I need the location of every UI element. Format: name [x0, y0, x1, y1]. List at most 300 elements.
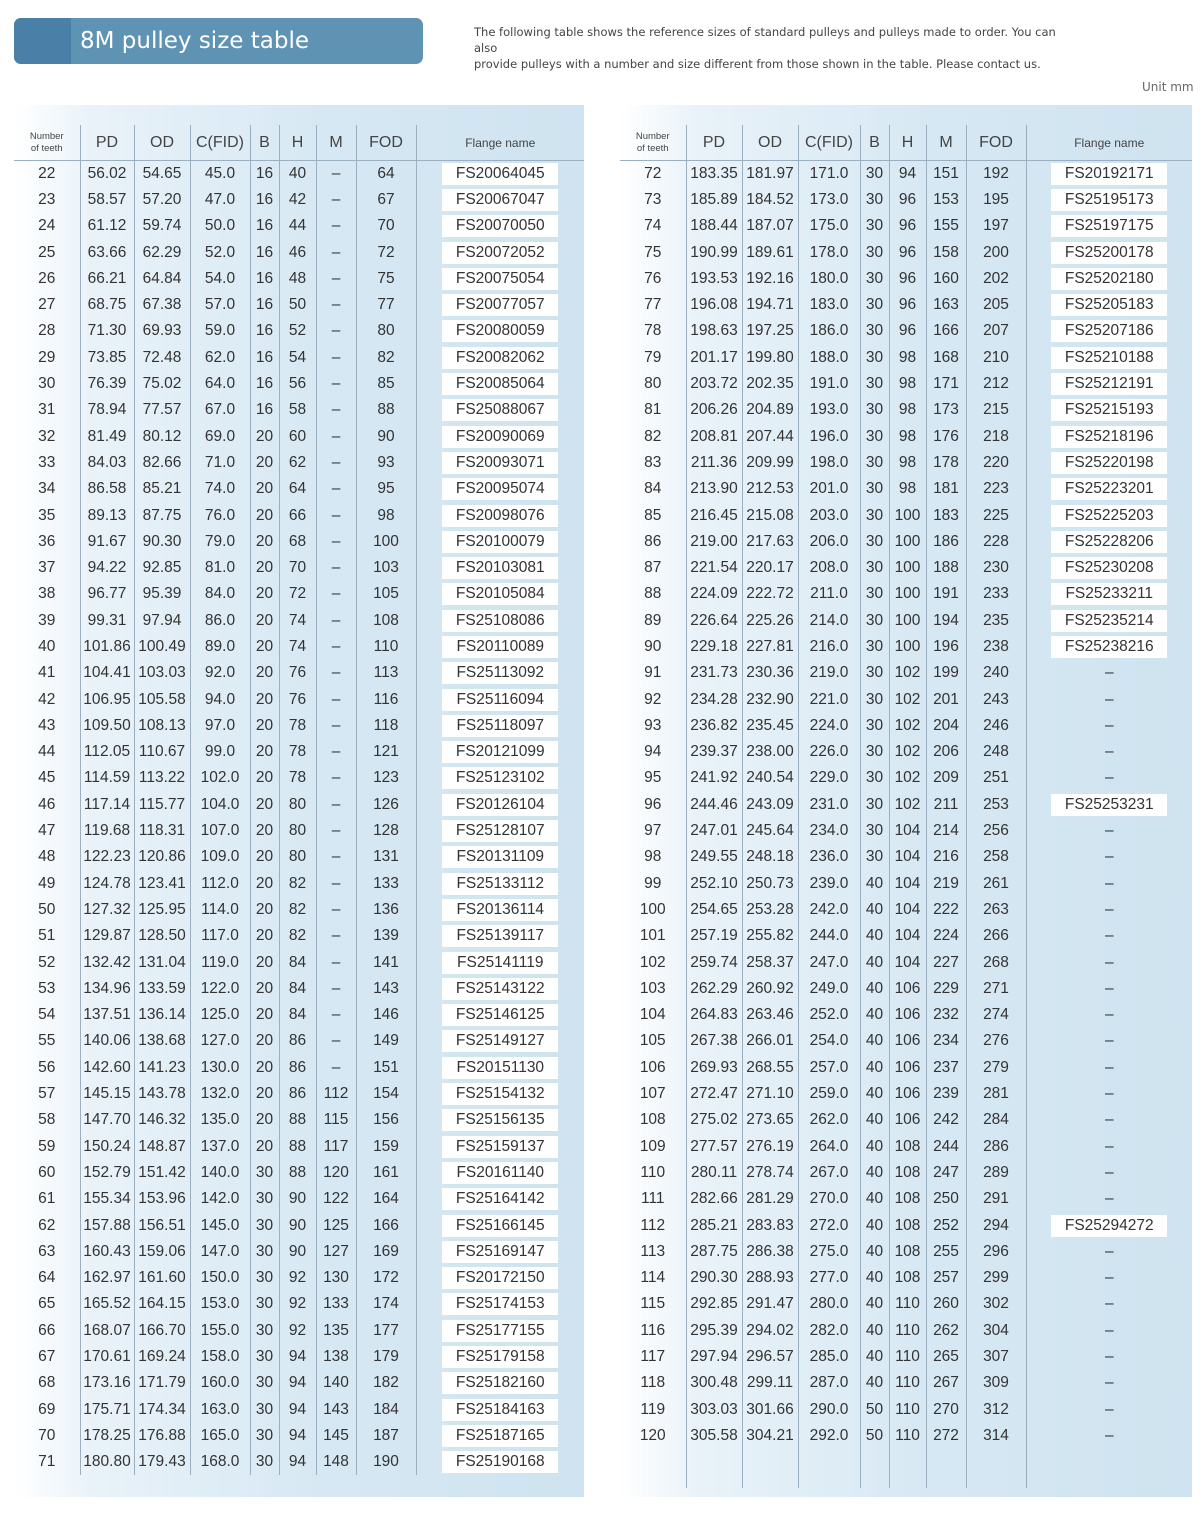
cell-h: 56 — [279, 371, 316, 397]
intro-line-1: The following table shows the reference sizes of standard pulleys and pulleys made to order. You can also — [474, 25, 1056, 55]
flange-name-value: – — [1104, 953, 1114, 971]
cell-flange — [416, 266, 584, 292]
cell-h: 78 — [279, 739, 316, 765]
cell-cfid: 175.0 — [798, 213, 860, 239]
cell-flange — [1026, 161, 1192, 187]
cell-od: 57.20 — [134, 187, 190, 213]
cell-teeth: 119 — [640, 1400, 666, 1418]
cell-fod: 220 — [966, 450, 1026, 476]
cell-flange — [416, 397, 584, 423]
cell-b: 40 — [860, 1160, 889, 1186]
flange-name-value: FS25146125 — [442, 1004, 558, 1026]
flange-name-value: FS20110089 — [442, 636, 558, 658]
cell-fod: 133 — [356, 871, 416, 897]
cell-flange — [1026, 476, 1192, 502]
cell-teeth: 101 — [639, 927, 666, 945]
table-row — [620, 213, 1192, 239]
cell-od: 85.21 — [134, 476, 190, 502]
cell-cfid: 272.0 — [798, 1212, 860, 1238]
cell-teeth: 55 — [38, 1032, 56, 1050]
cell-pd: 224.09 — [686, 581, 742, 607]
cell-b: 30 — [250, 1449, 279, 1475]
cell-h: 70 — [279, 555, 316, 581]
pulley-size-table-right — [620, 125, 1192, 1488]
cell-fod: 100 — [356, 529, 416, 555]
table-row — [620, 476, 1192, 502]
cell-pd: 178.25 — [80, 1423, 134, 1449]
cell-cfid: 45.0 — [190, 161, 250, 187]
table-row — [14, 529, 584, 555]
cell-b: 30 — [250, 1239, 279, 1265]
cell-teeth: 30 — [38, 375, 56, 393]
col-header-b: B — [250, 125, 279, 161]
cell-od: 291.47 — [742, 1291, 798, 1317]
flange-name-value: FS25182160 — [442, 1372, 558, 1394]
cell-cfid: 259.0 — [798, 1081, 860, 1107]
cell-m: – — [316, 161, 356, 187]
cell-od: 212.53 — [742, 476, 798, 502]
cell-fod: 200 — [966, 239, 1026, 265]
cell-m: 133 — [316, 1291, 356, 1317]
table-row — [620, 765, 1192, 791]
cell-flange — [416, 529, 584, 555]
cell-teeth: 80 — [644, 375, 662, 393]
cell-pd: 155.34 — [80, 1186, 134, 1212]
cell-flange — [416, 1002, 584, 1028]
cell-m: 272 — [926, 1423, 966, 1449]
cell-fod: 136 — [356, 897, 416, 923]
cell-cfid: 74.0 — [190, 476, 250, 502]
cell-cfid: 163.0 — [190, 1396, 250, 1422]
cell-fod: 108 — [356, 608, 416, 634]
cell-h: 80 — [279, 792, 316, 818]
table-row — [620, 818, 1192, 844]
cell-flange — [416, 608, 584, 634]
cell-m: 216 — [926, 844, 966, 870]
cell-fod: 77 — [356, 292, 416, 318]
cell-h: 106 — [889, 1081, 926, 1107]
cell-teeth: 118 — [640, 1374, 666, 1392]
flange-name-value: FS25187165 — [442, 1425, 558, 1447]
cell-flange — [416, 765, 584, 791]
cell-h: 78 — [279, 765, 316, 791]
cell-b: 16 — [250, 345, 279, 371]
cell-od: 253.28 — [742, 897, 798, 923]
flange-name-value: – — [1104, 848, 1114, 866]
cell-teeth: 23 — [38, 190, 56, 208]
cell-cfid: 211.0 — [798, 581, 860, 607]
cell-fod: 126 — [356, 792, 416, 818]
flange-name-value: – — [1104, 1269, 1114, 1287]
cell-b: 16 — [250, 239, 279, 265]
cell-pd: 147.70 — [80, 1107, 134, 1133]
cell-m: – — [316, 423, 356, 449]
cell-b: 30 — [860, 213, 889, 239]
cell-teeth: 108 — [639, 1111, 666, 1129]
table-row — [620, 1370, 1192, 1396]
col-header-od: OD — [742, 125, 798, 161]
cell-fod: 218 — [966, 423, 1026, 449]
cell-cfid: 264.0 — [798, 1133, 860, 1159]
col-header-flange: Flange name — [1026, 125, 1192, 161]
cell-m: 229 — [926, 976, 966, 1002]
cell-cfid: 71.0 — [190, 450, 250, 476]
cell-flange — [416, 1318, 584, 1344]
cell-cfid: 231.0 — [798, 792, 860, 818]
cell-teeth: 37 — [38, 559, 56, 577]
cell-cfid: 135.0 — [190, 1107, 250, 1133]
cell-fod: 174 — [356, 1291, 416, 1317]
col-header-h: H — [889, 125, 926, 161]
cell-cfid: 79.0 — [190, 529, 250, 555]
cell-cfid: 99.0 — [190, 739, 250, 765]
flange-name-value: FS25228206 — [1051, 531, 1167, 553]
flange-name-value: – — [1104, 690, 1114, 708]
cell-od: 141.23 — [134, 1055, 190, 1081]
cell-fod: 235 — [966, 608, 1026, 634]
cell-b: 20 — [250, 765, 279, 791]
cell-cfid: 173.0 — [798, 187, 860, 213]
cell-flange — [1026, 1318, 1192, 1344]
cell-flange — [416, 161, 584, 187]
cell-fod: 166 — [356, 1212, 416, 1238]
cell-od: 151.42 — [134, 1160, 190, 1186]
flange-name-value: FS25225203 — [1051, 505, 1167, 527]
cell-h: 94 — [279, 1396, 316, 1422]
cell-pd: 213.90 — [686, 476, 742, 502]
cell-pd: 211.36 — [686, 450, 742, 476]
cell-h: 58 — [279, 397, 316, 423]
cell-cfid: 229.0 — [798, 765, 860, 791]
cell-cfid: 270.0 — [798, 1186, 860, 1212]
table-row — [14, 1239, 584, 1265]
cell-b: 30 — [250, 1291, 279, 1317]
cell-fod: 98 — [356, 502, 416, 528]
cell-od: 179.43 — [134, 1449, 190, 1475]
cell-cfid: 254.0 — [798, 1028, 860, 1054]
cell-h: 96 — [889, 239, 926, 265]
cell-b: 30 — [860, 686, 889, 712]
cell-pd: 236.82 — [686, 713, 742, 739]
cell-teeth: 77 — [644, 296, 662, 314]
cell-teeth: 31 — [38, 401, 56, 419]
cell-od: 199.80 — [742, 345, 798, 371]
cell-od: 238.00 — [742, 739, 798, 765]
cell-flange — [416, 923, 584, 949]
cell-cfid: 239.0 — [798, 871, 860, 897]
cell-teeth: 120 — [639, 1426, 666, 1444]
cell-fod: 233 — [966, 581, 1026, 607]
cell-flange — [1026, 1133, 1192, 1159]
cell-teeth: 78 — [644, 322, 662, 340]
table-row — [620, 949, 1192, 975]
cell-h: 100 — [889, 502, 926, 528]
table-row — [620, 1291, 1192, 1317]
cell-b: 30 — [860, 844, 889, 870]
cell-b: 16 — [250, 397, 279, 423]
cell-od: 128.50 — [134, 923, 190, 949]
cell-teeth: 106 — [639, 1058, 666, 1076]
cell-h: 74 — [279, 608, 316, 634]
cell-pd: 241.92 — [686, 765, 742, 791]
table-row — [14, 765, 584, 791]
cell-fod: 312 — [966, 1396, 1026, 1422]
table-row — [620, 976, 1192, 1002]
cell-flange — [1026, 187, 1192, 213]
cell-teeth: 76 — [644, 269, 662, 287]
cell-cfid: 257.0 — [798, 1055, 860, 1081]
cell-cfid: 180.0 — [798, 266, 860, 292]
flange-name-value: FS25212191 — [1051, 373, 1167, 395]
cell-h: 110 — [889, 1396, 926, 1422]
cell-h: 110 — [889, 1370, 926, 1396]
cell-fod: 314 — [966, 1423, 1026, 1449]
empty-cell — [686, 1449, 742, 1488]
cell-b: 40 — [860, 949, 889, 975]
cell-flange — [416, 213, 584, 239]
cell-pd: 275.02 — [686, 1107, 742, 1133]
cell-od: 250.73 — [742, 871, 798, 897]
table-row — [14, 923, 584, 949]
cell-b: 20 — [250, 871, 279, 897]
empty-cell — [926, 1449, 966, 1488]
flange-name-value: FS25141119 — [442, 952, 558, 974]
cell-b: 40 — [860, 976, 889, 1002]
col-header-m: M — [926, 125, 966, 161]
cell-od: 215.08 — [742, 502, 798, 528]
cell-pd: 173.16 — [80, 1370, 134, 1396]
cell-pd: 203.72 — [686, 371, 742, 397]
cell-b: 20 — [250, 1002, 279, 1028]
cell-m: – — [316, 634, 356, 660]
cell-teeth: 63 — [38, 1242, 56, 1260]
cell-flange — [416, 1081, 584, 1107]
cell-fod: 223 — [966, 476, 1026, 502]
cell-od: 171.79 — [134, 1370, 190, 1396]
cell-teeth: 47 — [38, 822, 56, 840]
cell-od: 202.35 — [742, 371, 798, 397]
flange-name-value: FS25235214 — [1051, 610, 1167, 632]
cell-b: 20 — [250, 686, 279, 712]
flange-name-value: FS25177155 — [442, 1320, 558, 1342]
flange-name-value: – — [1104, 743, 1114, 761]
table-row — [620, 1212, 1192, 1238]
cell-flange — [1026, 345, 1192, 371]
flange-name-value: FS20085064 — [442, 373, 558, 395]
cell-pd: 269.93 — [686, 1055, 742, 1081]
cell-teeth: 79 — [644, 348, 662, 366]
cell-fod: 276 — [966, 1028, 1026, 1054]
cell-m: – — [316, 371, 356, 397]
table-row — [620, 871, 1192, 897]
cell-flange — [1026, 739, 1192, 765]
table-row — [14, 476, 584, 502]
cell-m: 211 — [926, 792, 966, 818]
cell-teeth: 67 — [38, 1348, 56, 1365]
cell-fod: 279 — [966, 1055, 1026, 1081]
cell-teeth: 93 — [644, 716, 662, 734]
cell-fod: 90 — [356, 423, 416, 449]
flange-name-value: FS25253231 — [1051, 794, 1167, 816]
cell-pd: 216.45 — [686, 502, 742, 528]
cell-teeth: 22 — [38, 164, 56, 182]
cell-pd: 175.71 — [80, 1396, 134, 1422]
cell-b: 16 — [250, 292, 279, 318]
cell-fod: 304 — [966, 1318, 1026, 1344]
cell-b: 16 — [250, 371, 279, 397]
cell-m: 267 — [926, 1370, 966, 1396]
cell-flange — [416, 187, 584, 213]
cell-h: 108 — [889, 1160, 926, 1186]
cell-pd: 183.35 — [686, 161, 742, 187]
flange-name-value: – — [1104, 1426, 1114, 1444]
table-row — [620, 608, 1192, 634]
flange-name-value: FS25197175 — [1051, 215, 1167, 237]
flange-name-value: FS25133112 — [442, 873, 558, 895]
cell-od: 115.77 — [134, 792, 190, 818]
table-row — [620, 713, 1192, 739]
cell-b: 20 — [250, 476, 279, 502]
table-row — [620, 686, 1192, 712]
cell-od: 110.67 — [134, 739, 190, 765]
cell-pd: 140.06 — [80, 1028, 134, 1054]
cell-fod: 238 — [966, 634, 1026, 660]
cell-h: 108 — [889, 1265, 926, 1291]
cell-h: 100 — [889, 634, 926, 660]
cell-pd: 198.63 — [686, 318, 742, 344]
table-row — [620, 397, 1192, 423]
cell-b: 20 — [250, 949, 279, 975]
table-row — [620, 897, 1192, 923]
cell-m: 127 — [316, 1239, 356, 1265]
col-header-flange: Flange name — [416, 125, 584, 161]
cell-od: 123.41 — [134, 871, 190, 897]
cell-fod: 182 — [356, 1370, 416, 1396]
col-header-cfid: C(FID) — [190, 125, 250, 161]
cell-od: 54.65 — [134, 161, 190, 187]
cell-fod: 289 — [966, 1160, 1026, 1186]
cell-pd: 277.57 — [686, 1133, 742, 1159]
cell-fod: 253 — [966, 792, 1026, 818]
cell-teeth: 114 — [640, 1269, 666, 1287]
cell-cfid: 234.0 — [798, 818, 860, 844]
cell-cfid: 62.0 — [190, 345, 250, 371]
cell-flange — [1026, 266, 1192, 292]
cell-pd: 101.86 — [80, 634, 134, 660]
cell-flange — [1026, 581, 1192, 607]
cell-m: 214 — [926, 818, 966, 844]
cell-od: 133.59 — [134, 976, 190, 1002]
cell-pd: 160.43 — [80, 1239, 134, 1265]
cell-b: 40 — [860, 1318, 889, 1344]
cell-m: 234 — [926, 1028, 966, 1054]
cell-h: 84 — [279, 1002, 316, 1028]
cell-h: 60 — [279, 423, 316, 449]
pulley-size-table-left — [14, 125, 584, 1475]
cell-b: 20 — [250, 502, 279, 528]
col-header-fod: FOD — [356, 125, 416, 161]
flange-name-value: – — [1104, 1321, 1114, 1339]
cell-fod: 190 — [356, 1449, 416, 1475]
cell-h: 104 — [889, 923, 926, 949]
cell-teeth: 39 — [38, 611, 56, 629]
cell-fod: 212 — [966, 371, 1026, 397]
cell-teeth: 29 — [38, 348, 56, 366]
cell-cfid: 275.0 — [798, 1239, 860, 1265]
cell-cfid: 81.0 — [190, 555, 250, 581]
cell-h: 84 — [279, 976, 316, 1002]
table-row — [14, 1081, 584, 1107]
cell-m: – — [316, 739, 356, 765]
cell-pd: 252.10 — [686, 871, 742, 897]
cell-h: 46 — [279, 239, 316, 265]
flange-name-value: FS25159137 — [442, 1136, 558, 1158]
cell-pd: 81.49 — [80, 423, 134, 449]
cell-h: 102 — [889, 739, 926, 765]
cell-teeth: 43 — [38, 716, 56, 734]
cell-h: 96 — [889, 187, 926, 213]
cell-h: 108 — [889, 1133, 926, 1159]
cell-m: – — [316, 502, 356, 528]
table-row — [14, 792, 584, 818]
cell-m: – — [316, 923, 356, 949]
table-row — [14, 1370, 584, 1396]
cell-h: 88 — [279, 1160, 316, 1186]
cell-pd: 185.89 — [686, 187, 742, 213]
table-row — [620, 1265, 1192, 1291]
cell-flange — [1026, 1186, 1192, 1212]
cell-teeth: 68 — [38, 1374, 56, 1392]
cell-flange — [416, 423, 584, 449]
cell-m: 140 — [316, 1370, 356, 1396]
flange-name-value: FS25108086 — [442, 610, 558, 632]
cell-h: 98 — [889, 423, 926, 449]
flange-name-value: FS25210188 — [1051, 347, 1167, 369]
cell-pd: 257.19 — [686, 923, 742, 949]
flange-name-value: FS25088067 — [442, 399, 558, 421]
cell-flange — [416, 686, 584, 712]
cell-m: – — [316, 844, 356, 870]
cell-pd: 56.02 — [80, 161, 134, 187]
cell-flange — [416, 1133, 584, 1159]
cell-od: 288.93 — [742, 1265, 798, 1291]
flange-name-value: – — [1104, 927, 1114, 945]
table-row — [14, 1423, 584, 1449]
cell-b: 20 — [250, 555, 279, 581]
cell-od: 248.18 — [742, 844, 798, 870]
cell-h: 102 — [889, 660, 926, 686]
cell-pd: 117.14 — [80, 792, 134, 818]
cell-fod: 246 — [966, 713, 1026, 739]
cell-m: 125 — [316, 1212, 356, 1238]
flange-name-value: FS25215193 — [1051, 399, 1167, 421]
cell-m: 160 — [926, 266, 966, 292]
col-header-pd: PD — [80, 125, 134, 161]
cell-od: 240.54 — [742, 765, 798, 791]
cell-od: 209.99 — [742, 450, 798, 476]
flange-name-value: FS20095074 — [442, 478, 558, 500]
table-row — [620, 161, 1192, 187]
cell-flange — [416, 660, 584, 686]
cell-pd: 280.11 — [686, 1160, 742, 1186]
flange-name-value: FS25223201 — [1051, 478, 1167, 500]
table-row — [14, 423, 584, 449]
cell-pd: 300.48 — [686, 1370, 742, 1396]
empty-cell — [742, 1449, 798, 1488]
cell-pd: 58.57 — [80, 187, 134, 213]
cell-pd: 264.83 — [686, 1002, 742, 1028]
cell-cfid: 171.0 — [798, 161, 860, 187]
